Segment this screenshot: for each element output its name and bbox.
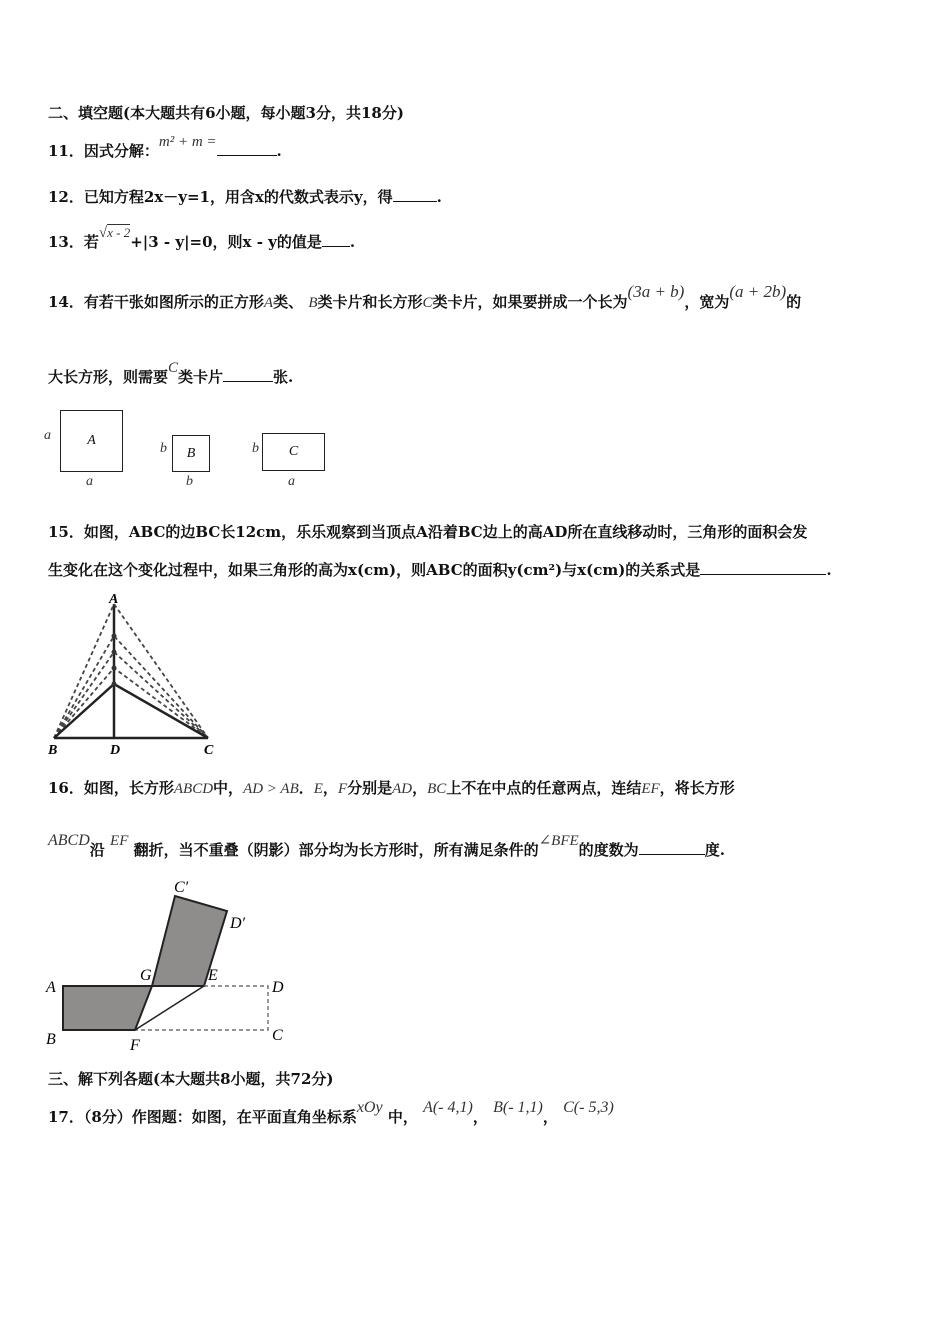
folding-figure (40, 878, 300, 1058)
q13-prefix: 13．若 (48, 233, 99, 251)
q17-text-1: 17．（8分）作图题：如图，在平面直角坐标系 (48, 1108, 357, 1126)
label-c: C (272, 1027, 283, 1044)
label-d: D (110, 743, 121, 758)
label-c: C (204, 743, 214, 758)
q16-text-12: 度. (704, 841, 725, 859)
q14-answer-blank[interactable] (223, 367, 273, 382)
q15-text: 生变化在这个变化过程中，如果三角形的高为x(cm)，则ABC的面积y(cm²)与x(cm)的关系式是 (48, 561, 701, 579)
q14-text-4: 类卡片，如果要拼成一个长为 (432, 293, 628, 311)
q16-math-4: F (337, 781, 348, 797)
q17-math-1: xOy (356, 1099, 383, 1116)
q13-radical: √x - 2 (98, 225, 131, 241)
label-e: E (208, 967, 218, 984)
q16-math-5: AD (392, 781, 413, 797)
q16-text-2: 中， (213, 779, 244, 797)
q14-width-expr: (a + 2b) (729, 282, 787, 301)
q17-math-2: A(- 4,1) (423, 1099, 473, 1116)
q11-suffix: . (276, 142, 282, 160)
label-b: B (46, 1031, 56, 1048)
q16-text-7: 上不在中点的任意两点，连结 (446, 779, 642, 797)
card-b-label: B (186, 445, 196, 461)
q13-radicand: x - 2 (107, 225, 131, 240)
q16-text-10: 翻折，当不重叠（阴影）部分均为长方形时，所有满足条件的 (133, 841, 539, 859)
q14-text-3: 类卡片和长方形 (317, 293, 423, 311)
q16-text-6: ， (412, 779, 428, 797)
q14-text-8: 类卡片 (178, 368, 224, 386)
q16-text-4: ， (322, 779, 338, 797)
question-13 (48, 225, 356, 253)
question-12 (48, 187, 442, 207)
card-b (172, 435, 210, 472)
label-f: F (130, 1037, 140, 1054)
q16-text-9: 沿 (89, 841, 105, 859)
q17-math-4: C(- 5,3) (563, 1099, 614, 1116)
q15-suffix: . (826, 561, 832, 579)
card-c-left-label: b (252, 441, 259, 456)
q11-expression: m² + m = (158, 134, 217, 150)
q14-text-2: 类、 (273, 293, 304, 311)
q17-math-3: B(- 1,1) (493, 1099, 543, 1116)
q14-math-C-2: C (168, 360, 179, 376)
card-b-bottom-label: b (186, 474, 193, 489)
q16-text-8: ，将长方形 (659, 779, 735, 797)
q13-text: +|3 - y|=0，则x - y的值是 (130, 233, 322, 251)
q16-math-1: ABCD (173, 781, 214, 797)
q12-suffix: . (436, 188, 442, 206)
q12-answer-blank[interactable] (393, 187, 437, 202)
card-a (60, 410, 123, 472)
q16-math-7: EF (641, 781, 660, 797)
q17-text-2: 中， (387, 1108, 418, 1126)
q14-text-6: 的 (786, 293, 802, 311)
q13-answer-blank[interactable] (322, 232, 350, 247)
label-a: A (46, 979, 56, 996)
q16-math-8: EF (110, 833, 129, 849)
q16-text-3: ． (298, 779, 314, 797)
q14-math-C: C (422, 295, 433, 311)
q13-suffix: . (349, 233, 356, 251)
q16-text-5: 分别是 (347, 779, 393, 797)
question-14-line-2 (48, 360, 294, 388)
q14-text-9: 张. (273, 368, 294, 386)
label-g: G (140, 967, 152, 984)
q14-text-1: 14．有若干张如图所示的正方形 (48, 293, 264, 311)
q14-math-A: A (263, 295, 274, 311)
question-16-line-2 (48, 832, 725, 861)
label-d-prime: D′ (230, 915, 246, 932)
section-2-title: 二、填空题(本大题共有6小题，每小题3分，共18分) (48, 104, 404, 122)
q16-math-9: ∠BFE (538, 833, 579, 849)
card-a-label: A (87, 433, 96, 448)
q16-math-6: BC (427, 781, 447, 797)
label-c-prime: C′ (174, 879, 189, 896)
q16-math-3: E (313, 781, 323, 797)
label-d: D (272, 979, 284, 996)
q12-text: 12．已知方程2x－y=1，用含x的代数式表示y，得 (48, 188, 393, 206)
card-a-left-label: a (44, 428, 51, 443)
dashed-original-part (135, 986, 268, 1030)
q16-math-7b: ABCD (48, 832, 90, 849)
label-b: B (48, 743, 58, 758)
card-b-left-label: b (160, 441, 167, 456)
q14-length-expr: (3a + b) (627, 282, 685, 301)
label-a: A (109, 592, 119, 607)
q14-math-B: B (308, 295, 318, 311)
card-c-label: C (288, 444, 299, 459)
q17-text-3: ， (472, 1108, 488, 1126)
q16-text-11: 的度数为 (578, 841, 639, 859)
q16-text-1: 16．如图，长方形 (48, 779, 174, 797)
triangle-figure (40, 590, 230, 760)
question-16-line-1 (48, 778, 735, 799)
section-3-title: 三、解下列各题(本大题共8小题，共72分) (48, 1070, 334, 1088)
question-15-line-2 (48, 560, 832, 580)
q15-answer-blank[interactable] (700, 560, 826, 575)
q16-answer-blank[interactable] (639, 840, 705, 855)
q17-text-4: ， (542, 1108, 558, 1126)
q11-answer-blank[interactable] (217, 141, 277, 156)
card-c-bottom-label: a (288, 474, 295, 489)
shaded-rectangle-left (63, 986, 152, 1030)
question-17 (48, 1099, 614, 1128)
question-15-line-1: 15．如图，ABC的边BC长12cm，乐乐观察到当顶点A沿着BC边上的高AD所在直线移动时，三角形的面积会发 (48, 523, 808, 541)
card-a-bottom-label: a (86, 474, 93, 489)
q14-text-7: 大长方形，则需要 (48, 368, 169, 386)
q16-math-2: AD > AB (243, 781, 299, 797)
q11-prefix: 11．因式分解： (48, 142, 159, 160)
q14-text-5: ，宽为 (684, 293, 730, 311)
question-11 (48, 134, 282, 162)
question-14-line-1 (48, 282, 802, 313)
card-c (262, 433, 325, 471)
